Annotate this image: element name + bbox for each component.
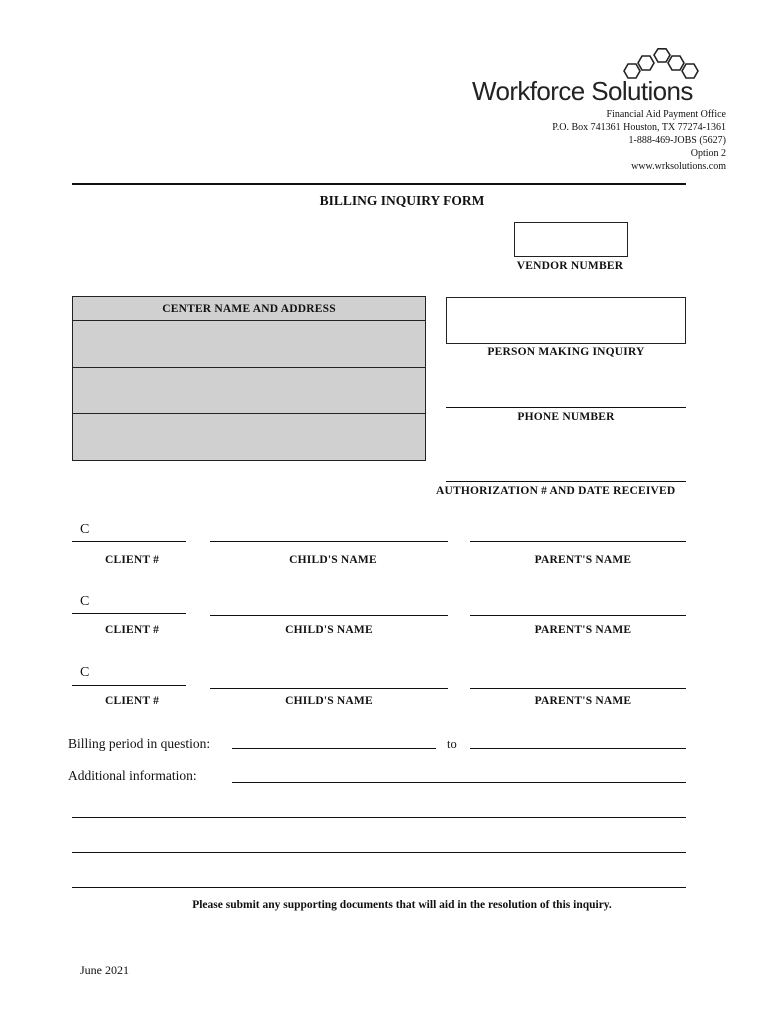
additional-info-line[interactable]	[72, 817, 686, 818]
phone-number-input[interactable]	[446, 407, 686, 408]
client-number-label: CLIENT #	[104, 554, 160, 566]
center-name-field[interactable]	[74, 322, 424, 366]
additional-info-line[interactable]	[72, 852, 686, 853]
client-prefix: C	[80, 522, 90, 537]
child-name-label: CHILD'S NAME	[285, 624, 373, 636]
office-name: Financial Aid Payment Office	[606, 109, 726, 120]
vendor-number-input[interactable]	[514, 222, 628, 257]
parent-name-input[interactable]	[470, 541, 686, 542]
additional-info-line[interactable]	[72, 887, 686, 888]
vendor-number-label: VENDOR NUMBER	[516, 260, 624, 272]
child-name-label: CHILD'S NAME	[289, 554, 377, 566]
office-address: P.O. Box 741361 Houston, TX 77274-1361	[552, 122, 726, 133]
footer-date: June 2021	[80, 963, 129, 977]
child-name-input[interactable]	[210, 541, 448, 542]
parent-name-label: PARENT'S NAME	[534, 624, 632, 636]
center-header-row	[72, 296, 426, 321]
client-number-input[interactable]	[72, 541, 186, 542]
brand-name: Workforce Solutions	[472, 76, 693, 106]
office-option: Option 2	[690, 148, 726, 159]
billing-period-start-input[interactable]	[232, 748, 436, 749]
center-address-field-1[interactable]	[74, 369, 424, 413]
phone-number-label: PHONE NUMBER	[517, 411, 615, 423]
parent-name-input[interactable]	[470, 688, 686, 689]
client-number-input[interactable]	[72, 613, 186, 614]
parent-name-label: PARENT'S NAME	[534, 554, 632, 566]
form-title: BILLING INQUIRY FORM	[319, 193, 485, 208]
child-name-label: CHILD'S NAME	[285, 695, 373, 707]
additional-info-label: Additional information:	[68, 768, 197, 783]
billing-period-label: Billing period in question:	[68, 736, 211, 751]
billing-period-end-input[interactable]	[470, 748, 686, 749]
parent-name-label: PARENT'S NAME	[534, 695, 632, 707]
center-row-divider	[72, 413, 426, 414]
billing-period-to-label: to	[447, 737, 457, 751]
person-inquiry-input[interactable]	[446, 297, 686, 344]
client-number-input[interactable]	[72, 685, 186, 686]
office-website: www.wrksolutions.com	[631, 161, 726, 172]
child-name-input[interactable]	[210, 615, 448, 616]
office-phone: 1-888-469-JOBS (5627)	[628, 135, 726, 146]
client-prefix: C	[80, 665, 90, 680]
center-address-field-2[interactable]	[74, 415, 424, 459]
additional-info-input[interactable]	[232, 782, 686, 783]
client-prefix: C	[80, 594, 90, 609]
header-divider	[72, 183, 686, 185]
person-inquiry-label: PERSON MAKING INQUIRY	[487, 346, 645, 358]
child-name-input[interactable]	[210, 688, 448, 689]
parent-name-input[interactable]	[470, 615, 686, 616]
submit-note: Please submit any supporting documents that will aid in the resolution of this inquiry.	[192, 899, 612, 911]
authorization-input[interactable]	[446, 481, 686, 482]
authorization-label: AUTHORIZATION # AND DATE RECEIVED	[436, 485, 676, 497]
client-number-label: CLIENT #	[104, 624, 160, 636]
client-number-label: CLIENT #	[104, 695, 160, 707]
center-name-label: CENTER NAME AND ADDRESS	[162, 303, 336, 315]
center-row-divider	[72, 367, 426, 368]
